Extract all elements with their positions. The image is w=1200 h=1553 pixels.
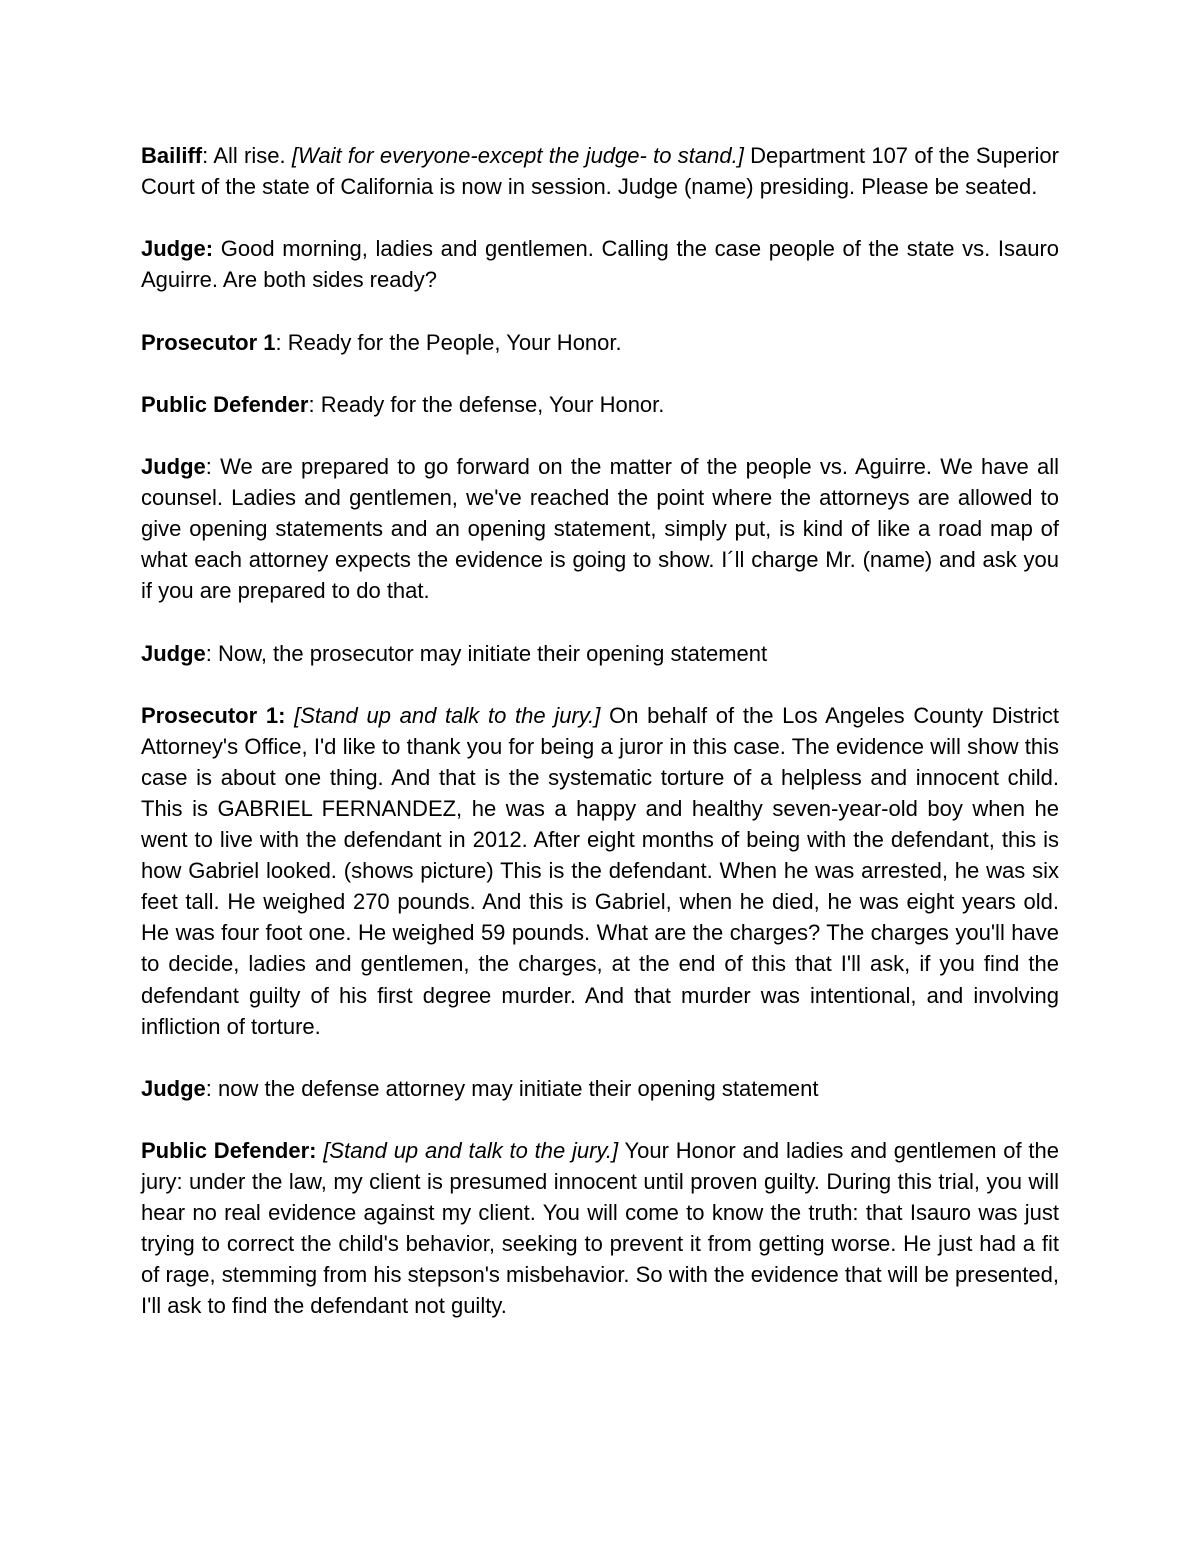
speaker-label: Judge — [141, 1075, 206, 1101]
document-page — [141, 140, 1059, 1322]
dialogue-paragraph-defender-ready — [141, 389, 1059, 420]
speaker-label: Public Defender — [141, 391, 309, 417]
dialogue-paragraph-bailiff — [141, 140, 1059, 202]
speaker-label: Prosecutor 1: — [141, 702, 286, 728]
dialogue-paragraph-judge-prosecutor-call — [141, 638, 1059, 669]
speaker-label: Judge — [141, 453, 206, 479]
dialogue-text: : Now, the prosecutor may initiate their opening statement — [205, 640, 768, 666]
dialogue-text: : Ready for the defense, Your Honor. — [308, 391, 665, 417]
dialogue-text: : All rise. — [202, 143, 292, 168]
dialogue-paragraph-judge-defense-call — [141, 1073, 1059, 1104]
speaker-label: Judge — [141, 640, 206, 666]
dialogue-text: : now the defense attorney may initiate their opening statement — [205, 1075, 819, 1101]
dialogue-text: Your Honor and ladies and gentlemen of the jury: under the law, my client is presumed innocent until proven guilty. During this trial, you will hear no real evidence against my client. You will come to know the truth: that Isauro was just trying to correct the child's behavior, seeking to prevent it from getting worse. He just had a fit of rage, stemming from his stepson's misbehavior. So with the evidence that will be presented, I'll ask to find the defendant not guilty. — [141, 1138, 1059, 1319]
speaker-label: Judge: — [141, 236, 214, 262]
dialogue-text: Good morning, ladies and gentlemen. Calling the case people of the state vs. Isauro Aguirre. Are both sides ready? — [141, 236, 1059, 293]
stage-direction: [Stand up and talk to the jury.] — [294, 702, 601, 728]
dialogue-paragraph-prosecutor-ready — [141, 327, 1059, 358]
dialogue-text — [285, 703, 294, 728]
dialogue-text: : We are prepared to go forward on the matter of the people vs. Aguirre. We have all counsel. Ladies and gentlemen, we've reached the point where the attorneys are allowed to give opening statements and an opening statement, simply put, is kind of like a road map of what each attorney expects the evidence is going to show. I´ll charge Mr. (name) and ask you if you are prepared to do that. — [141, 453, 1059, 604]
speaker-label: Bailiff — [141, 143, 203, 168]
dialogue-paragraph-defender-opening — [141, 1135, 1059, 1322]
dialogue-text: : Ready for the People, Your Honor. — [275, 329, 622, 355]
dialogue-text: On behalf of the Los Angeles County District Attorney's Office, I'd like to thank you for being a juror in this case. The evidence will show this case is about one thing. And that is the systematic torture of a helpless and innocent child. This is GABRIEL FERNANDEZ, he was a happy and healthy seven-year-old boy when he went to live with the defendant in 2012. After eight months of being with the defendant, this is how Gabriel looked. (shows picture) This is the defendant. When he was arrested, he was six feet tall. He weighed 270 pounds. And this is Gabriel, when he died, he was eight years old. He was four foot one. He weighed 59 pounds. What are the charges? The charges you'll have to decide, ladies and gentlemen, the charges, at the end of this that I'll ask, if you find the defendant guilty of his first degree murder. And that murder was intentional, and involving infliction of torture. — [141, 702, 1059, 1039]
speaker-label: Public Defender: — [141, 1138, 317, 1163]
dialogue-paragraph-prosecutor-opening — [141, 700, 1059, 1042]
stage-direction: [Stand up and talk to the jury.] — [323, 1138, 619, 1163]
dialogue-text: Department 107 of the Superior Court of the state of California is now in session. Judge (name) presiding. Please be seated. — [141, 143, 1059, 200]
stage-direction: [Wait for everyone-except the judge- to stand.] — [291, 143, 744, 168]
speaker-label: Prosecutor 1 — [141, 329, 276, 355]
dialogue-paragraph-judge-greeting — [141, 233, 1059, 295]
dialogue-paragraph-judge-instructions — [141, 451, 1059, 606]
